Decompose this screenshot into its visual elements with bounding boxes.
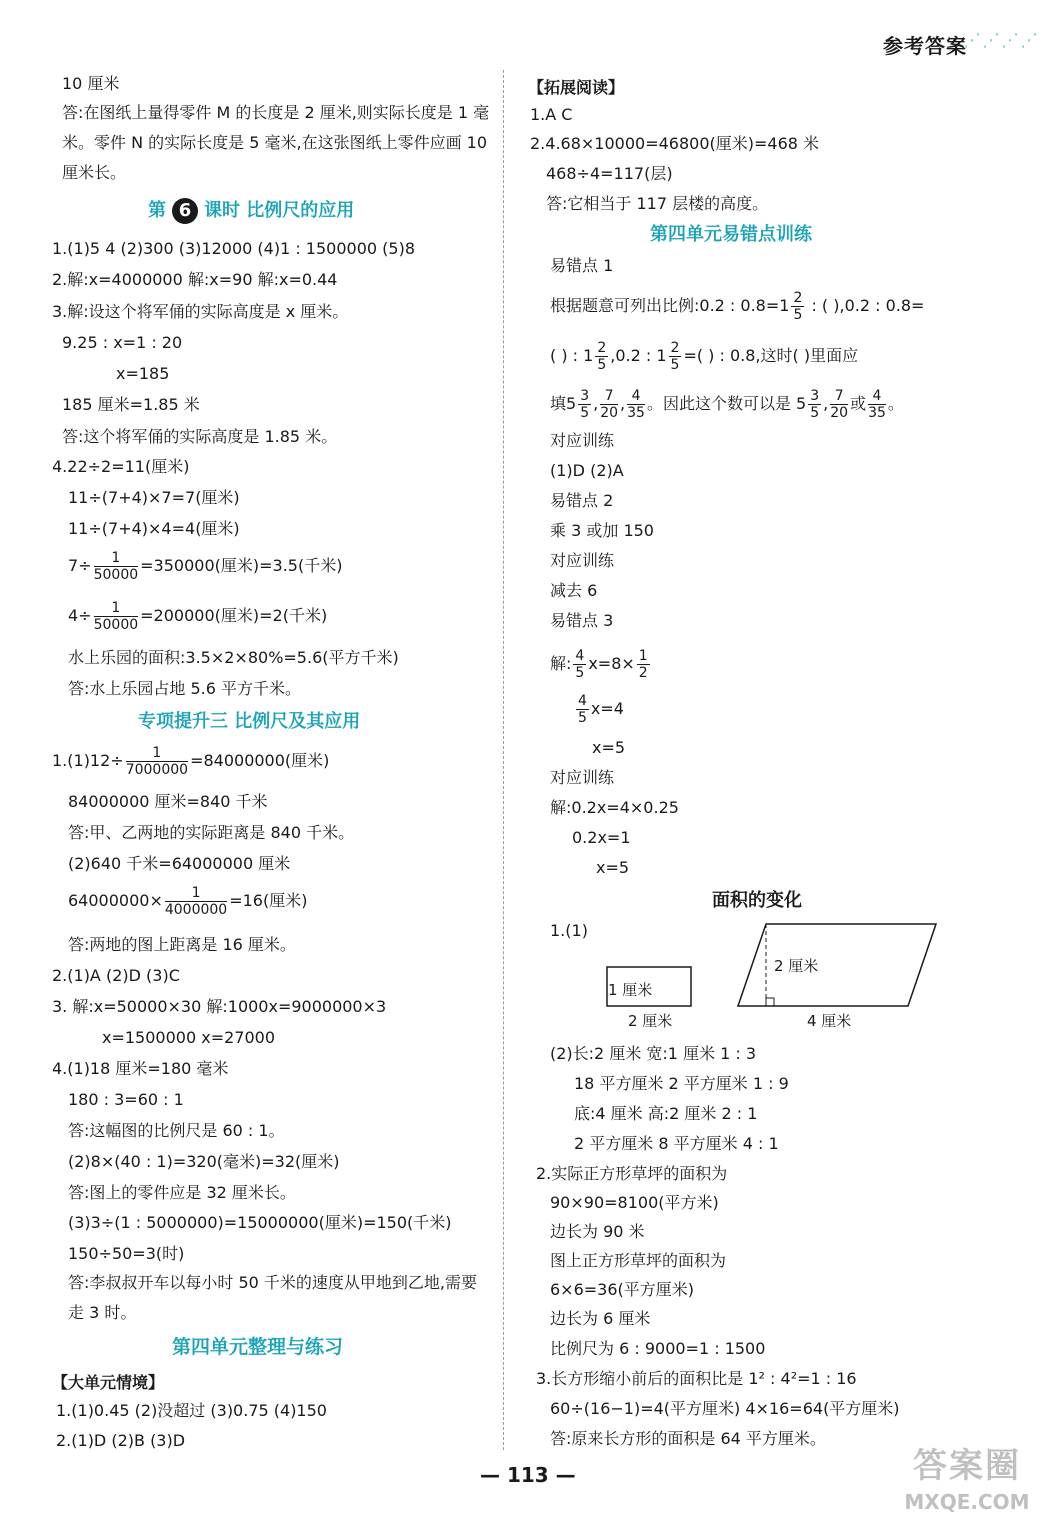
fraction [830,388,848,421]
text: 。因此这个数可以是 5 [646,394,807,413]
denominator: 5 [793,307,803,323]
numerator: 1 [94,550,139,567]
text: =350000(厘米)=3.5(千米) [140,556,343,575]
denominator: 2 [638,665,648,681]
answer-line: 150÷50=3(时) [68,1244,185,1263]
answer-line: x=5 [596,858,630,877]
denominator: 50000 [93,567,139,583]
numerator: 7 [830,388,848,405]
answer-line: 1.(1)0.45 (2)没超过 (3)0.75 (4)150 [56,1401,327,1420]
answer-line: 11÷(7+4)×4=4(厘米) [68,519,240,538]
text: 解: [550,654,572,673]
fraction [808,388,821,421]
answer-line: 易错点 3 [550,611,614,630]
answer-line-fraction [52,745,329,778]
answer-line: (1)D (2)A [550,461,624,480]
fraction [669,340,682,373]
fraction [578,388,591,421]
answer-line: 3.长方形缩小前后的面积比是 1² : 4²=1 : 16 [536,1369,857,1388]
answer-line: 11÷(7+4)×7=7(厘米) [68,488,240,507]
text: =200000(厘米)=2(千米) [140,606,328,625]
fraction [94,600,139,633]
numerator: 2 [793,290,803,306]
text: ( ) : 1 [550,346,594,365]
numerator: 1 [638,648,648,664]
answer-line: 底:4 厘米 高:2 厘米 2 : 1 [574,1104,758,1123]
answer-line: 4.(1)18 厘米=180 毫米 [52,1059,229,1078]
denominator: 5 [810,405,820,421]
denominator: 7000000 [125,762,189,778]
fraction [94,550,139,583]
text: 7÷ [68,556,92,575]
text: =84000000(厘米) [190,751,330,770]
answer-line: x=5 [592,738,626,757]
subsection-label: 【大单元情境】 [52,1373,165,1392]
answer-line: 比例尺为 6 : 9000=1 : 1500 [550,1339,766,1358]
answer-line: 答:两地的图上距离是 16 厘米。 [68,935,296,954]
fraction [627,388,645,421]
fraction [637,648,650,681]
answer-line: 2 平方厘米 8 平方厘米 4 : 1 [574,1134,779,1153]
parallelogram-base-label: 4 厘米 [807,1012,852,1030]
header-title: 参考答案 [883,34,967,58]
answer-line: 1.(1)5 4 (2)300 (3)12000 (4)1 : 1500000 (5)8 [52,239,415,258]
answer-line-fraction [68,600,327,633]
lesson-number-badge: 6 [172,198,198,224]
answer-line: 9.25 : x=1 : 20 [62,333,183,352]
answer-line: 180 : 3=60 : 1 [68,1090,184,1109]
denominator: 35 [627,405,645,421]
text: x=4 [590,699,624,718]
rectangle-height-label: 1 厘米 [608,981,653,999]
answer-line: 对应训练 [550,431,615,450]
answer-line: 468÷4=117(层) [546,164,673,183]
answer-line: 90×90=8100(平方米) [550,1193,719,1212]
answer-line: 答:它相当于 117 层楼的高度。 [546,194,769,213]
answer-line: 4.22÷2=11(厘米) [52,457,190,476]
numerator: 3 [580,388,590,404]
section-title-error-training: 第四单元易错点训练 [650,224,812,245]
section-suffix: 课时 比例尺的应用 [204,200,355,221]
parallelogram-figure [736,920,946,1012]
answer-line: x=1500000 x=27000 [102,1028,275,1047]
answer-line: (3)3÷(1 : 5000000)=15000000(厘米)=150(千米) [68,1213,452,1232]
answer-line: 60÷(16−1)=4(平方厘米) 4×16=64(平方厘米) [550,1399,900,1418]
answer-line: 2.解:x=4000000 解:x=90 解:x=0.44 [52,270,338,289]
denominator: 20 [830,405,849,421]
text: =( ) : 0.8,这时( )里面应 [683,346,859,365]
section-title-unit4-review: 第四单元整理与练习 [172,1336,344,1358]
fraction [165,885,227,918]
answer-paragraph: 答:在图纸上量得零件 M 的长度是 2 厘米,则实际长度是 1 毫米。零件 N 的实际长度是 5 毫米,在这张图纸上零件应画 10 厘米长。 [62,103,490,182]
answer-line: 答:水上乐园占地 5.6 平方千米。 [68,679,302,698]
answer-line: 对应训练 [550,551,615,570]
numerator: 1 [165,885,227,902]
rectangle-width-label: 2 厘米 [628,1012,673,1030]
answer-line: 减去 6 [550,581,598,600]
answer-line: 答:图上的零件应是 32 厘米长。 [68,1183,296,1202]
answer-line-fraction [550,340,858,373]
section-title-area-change: 面积的变化 [712,890,802,911]
numerator: 7 [600,388,618,405]
answer-line: 水上乐园的面积:3.5×2×80%=5.6(平方千米) [68,648,399,667]
numerator: 4 [575,648,585,664]
text: =16(厘米) [229,891,308,910]
text: 。 [887,394,904,413]
answer-line-fraction: 填5 $\frac{3}{5}$ , $\frac{7}{20}$ , $\frac{4}{35}$ 。因此这个数可以是 5 $\frac{3}{5}$ , $\frac{7}{20}$ 或 $\frac{4}{35}$ 。 [550,388,904,421]
answer-line: 1.A C [530,105,573,124]
denominator: 4000000 [164,902,228,918]
answer-line: 18 平方厘米 2 平方厘米 1 : 9 [574,1074,789,1093]
answer-line: 10 厘米 [62,74,120,93]
answer-line: 84000000 厘米=840 千米 [68,792,268,811]
answer-line: 解:0.2x=4×0.25 [550,798,679,817]
section-title-lesson6 [148,196,354,224]
text: 1.(1)12÷ [52,751,124,770]
numerator: 1 [126,745,188,762]
fraction [595,340,608,373]
answer-line: 2.(1)D (2)B (3)D [56,1431,186,1450]
answer-line: 答:这幅图的比例尺是 60 : 1。 [68,1121,285,1140]
answer-line-fraction [68,885,307,918]
numerator: 4 [578,693,587,709]
denominator: 5 [597,357,607,373]
numerator: 4 [868,388,886,405]
answer-line: 易错点 2 [550,491,614,510]
header-decoration: ⋰⋰⋰⋰ [963,30,1039,51]
answer-line: (2)640 千米=64000000 厘米 [68,854,291,873]
denominator: 20 [600,405,619,421]
section-title-special: 专项提升三 比例尺及其应用 [138,711,361,732]
answer-line: 3.解:设这个将军俑的实际高度是 x 厘米。 [52,302,349,321]
watermark-line2: MXQE.COM [904,1490,1030,1514]
text: 填5 [550,394,577,413]
answer-line: 3. 解:x=50000×30 解:1000x=9000000×3 [52,997,387,1016]
text: 64000000× [68,891,163,910]
column-divider [503,70,504,1450]
text: ,0.2 : 1 [610,346,667,365]
answer-line: (2)8×(40 : 1)=320(毫米)=32(厘米) [68,1152,340,1171]
denominator: 5 [575,665,585,681]
page-number: — 113 — [480,1463,576,1487]
answer-line-fraction [574,693,624,726]
denominator: 35 [868,405,886,421]
text: 根据题意可列出比例:0.2 : 0.8=1 [550,296,790,315]
watermark-line1: 答案圈 [913,1446,1021,1486]
fraction [573,648,586,681]
subsection-label: 【拓展阅读】 [528,78,625,97]
answer-line: 图上正方形草坪的面积为 [550,1251,727,1270]
answer-line-fraction [550,290,924,323]
denominator: 5 [670,357,680,373]
fraction [576,693,589,726]
answer-line: 185 厘米=1.85 米 [62,395,200,414]
answer-line: 2.实际正方形草坪的面积为 [536,1164,728,1183]
parallelogram-height-label: 2 厘米 [774,957,819,975]
fraction [600,388,618,421]
text: x=8× [588,654,635,673]
answer-line: 答:原来长方形的面积是 64 平方厘米。 [550,1429,826,1448]
answer-line: 2.4.68×10000=46800(厘米)=468 米 [530,134,820,153]
answer-line: 1.(1) [550,921,588,940]
answer-line: 0.2x=1 [572,828,631,847]
fraction [791,290,804,323]
answer-line: 乘 3 或加 150 [550,521,654,540]
answer-line: (2)长:2 厘米 宽:1 厘米 1 : 3 [550,1044,757,1063]
denominator: 5 [580,405,590,421]
answer-line: 边长为 90 米 [550,1222,645,1241]
numerator: 2 [670,340,680,356]
section-prefix: 第 [148,200,166,221]
numerator: 4 [627,388,645,405]
answer-paragraph: 答:李叔叔开车以每小时 50 千米的速度从甲地到乙地,需要走 3 时。 [68,1273,478,1322]
answer-line: x=185 [116,364,170,383]
watermark-logo [887,1448,1047,1528]
numerator: 2 [597,340,607,356]
answer-line: 易错点 1 [550,256,614,275]
denominator: 5 [578,710,587,726]
numerator: 1 [94,600,139,617]
answer-line: 答:这个将军俑的实际高度是 1.85 米。 [62,427,338,446]
fraction [868,388,886,421]
answer-line-fraction [68,550,342,583]
text: 4÷ [68,606,92,625]
text: : ( ),0.2 : 0.8= [806,296,925,315]
fraction [126,745,188,778]
numerator: 3 [810,388,820,404]
text: 或 [850,394,867,413]
answer-line: 6×6=36(平方厘米) [550,1280,695,1299]
answer-line: 答:甲、乙两地的实际距离是 840 千米。 [68,823,355,842]
answer-line: 对应训练 [550,768,615,787]
answer-line-fraction [550,648,652,681]
answer-line: 2.(1)A (2)D (3)C [52,966,180,985]
denominator: 50000 [93,617,139,633]
answer-line: 边长为 6 厘米 [550,1309,651,1328]
